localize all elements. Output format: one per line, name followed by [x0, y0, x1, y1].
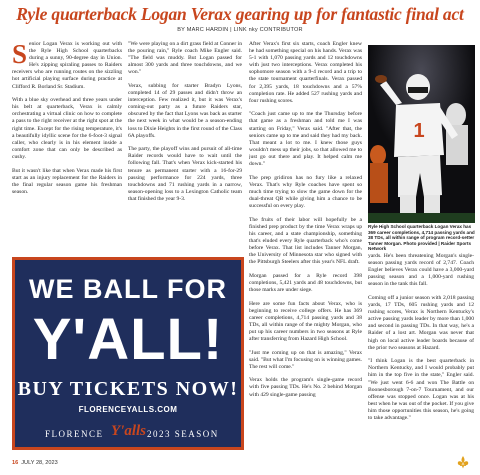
- football-player-image: [368, 45, 475, 223]
- paragraph: Here are some fun facts about Verax, who is beginning to receive college offers. He has 369 career completions, 4,714 passing yards and 38 TDs, all within range of the mighty Morgan, who put up his career numbers in two seasons at Ryle after transferring from Hazard High School.: [249, 300, 362, 342]
- yalls-logo: Y'alls: [111, 423, 147, 439]
- paragraph: With a blue sky overhead and three years under his belt at quarterback, Verax is calmly orchestrating a virtual clinic on how to complete a pass to the right receiver at the right spot at the right time. Except for the rising temperature, it's a beautifully idyllic scene for the 6-foot-3 signal caller, who clearly is in his element inside a comfort zone that can only be described as cushy.: [12, 97, 122, 160]
- paragraph: "Coach just came up to me the Thursday before that game as a freshman and told me I was starting on Friday," Verax said. "After that, the seniors came up to me and said they had my back. That meant a lot to me. I knew those guys wouldn't mess up their jobs, so that allowed me to just go out there and play. It helped calm me down.": [249, 111, 362, 167]
- article-column-4: [368, 253, 474, 453]
- issue-date: JULY 28, 2023: [21, 460, 58, 466]
- fleur-de-lis-icon: [456, 455, 470, 469]
- photo-caption: Ryle High School quarterback Logan Verax has 369 career completions, 4,714 passing yards and 38 TDs, all within range of program record-setter Tanner Morgan. Photo provided | Raider Sports Network: [368, 224, 475, 252]
- paragraph: Coming off a junior season with 2,018 passing yards, 17 TDs, 605 rushing yards and 12 rushing scores, Verax is Northern Kentucky's active passing yards leader by more than 1,000 and second in passing TDs. In that way, he's a Raider of a lost art. Morgan was never that high on local active leader boards because of the prior two seasons at Hazard.: [368, 294, 474, 351]
- quarterback-photo: [368, 45, 475, 223]
- article-headline: Ryle quarterback Logan Verax gearing up for fantastic final act: [16, 4, 464, 24]
- paragraph: Verax, subbing for starter Bradyn Lyons, completed 14 of 29 passes and didn't throw an interception. Few realized it, but it was Verax's coming-out party as a future Raiders star, obscured by the fact that Lyons was back as starter the next week in what would be a season-ending loss to Dixie Heights in the first round of the Class 6A playoffs.: [128, 82, 242, 139]
- ad-headline-line1: WE BALL FOR: [29, 274, 227, 304]
- paragraph: Verax holds the program's single-game record with five passing TDs. He's No. 2 behind Morgan with 429 single-game passing: [249, 377, 362, 398]
- paragraph: Senior Logan Verax is working out with the Ryle High School quarterbacks during a sunny, 90-degree day in Union. He's zipping spiraling passes to Raiders receivers who are running routes on the sizzling hot artificial playing surface during practice at Clifford R. Borland Sr. Stadium.: [12, 41, 122, 90]
- paragraph: The fruits of their labor will hopefully be a finished prep product by the time Verax wraps up his career, and a state championship, something that's eluded every Ryle quarterback who's come before Verax. That list includes Tanner Morgan, the University of Minnesota star who signed with the Pittsburgh Steelers after this year's NFL draft.: [249, 216, 362, 266]
- paragraph: "We were playing on a dirt grass field at Conner in the pouring rain," Ryle coach Mike Engler said. "The field was muddy. But Logan passed for almost 300 yards and three touchdowns, and we won.": [128, 41, 242, 76]
- article-column-1: [12, 41, 122, 255]
- paragraph: But it wasn't like that when Verax made his first start as an injury replacement for the Raiders in the final regular season game his freshman season.: [12, 167, 122, 195]
- paragraph: The prep gridiron has no fury like a relaxed Verax. That's why Ryle coaches have spent so much time trying to slow the game down for the dual-threat QB while giving him a chance to be successful on every play.: [249, 174, 362, 209]
- ad-bottom-bar: [15, 423, 241, 447]
- paragraph: "Just me coming up on that is amazing," Verax said. "But what I'm focusing on is winning games. The rest will come.": [249, 349, 362, 370]
- ad-headline-line2: Y'ALL!: [32, 307, 224, 372]
- paragraph: After Verax's first six starts, coach Engler knew he had something special on his hands. Verax was 5-1 with 1,070 passing yards and 12 touchdowns with just two interceptions. Verax completed his sophomore season with a 9-4 record and a trip to the state tournament quarterfinals. Verax passed for 2,395 yards, 18 touchdowns and a 57% completion rate. He added 527 rushing yards and four rushing scores.: [249, 41, 362, 104]
- ad-website-link[interactable]: FLORENCEYALLS.COM: [78, 405, 178, 414]
- ad-season: 2023 SEASON: [147, 429, 219, 439]
- article-column-2: [128, 41, 242, 255]
- paragraph: Morgan passed for a Ryle record 398 completions, 5,421 yards and 48 touchdowns, but those marks are under siege.: [249, 272, 362, 293]
- paragraph: The party, the playoff wins and pursuit of all-time Raider records would have to wait until the following fall. That's when Verax kick-started his tenure as permanent starter with a 16-for-29 passing performance for 224 yards, three touchdowns and 71 rushing yards in a narrow, season-opening loss to a Lexington Catholic team that finished the year 9-3.: [128, 146, 242, 202]
- page-number: 16: [12, 460, 19, 466]
- article-column-3: [249, 41, 362, 453]
- paragraph: yards. He's been threatening Morgan's single-season passing yards record of 2,747. Coach Engler believes Verax could have a 3,000-yard passing season and a 1,000-yard rushing season in the tank this fall.: [368, 253, 474, 288]
- article-byline: BY MARC HARDIN | LINK nky CONTRIBUTOR: [177, 27, 303, 33]
- buy-tickets-callout[interactable]: BUY TICKETS NOW!: [17, 378, 239, 400]
- drop-cap: S: [12, 41, 28, 69]
- tickets-advertisement[interactable]: [12, 257, 244, 450]
- paragraph: "I think Logan is the best quarterback in Northern Kentucky, and I would probably put him in the top five in the state," Engler said. "We just went 6-6 and won The Battle on Boonesborough 7-on-7 Tournament, and our offense was stopped once. Logan was at his best when he was out of the pocket. If you give him those opportunities this season, he's going to take advantage.": [368, 358, 474, 421]
- svg-text:1: 1: [413, 120, 425, 142]
- ad-city: FLORENCE: [45, 429, 104, 439]
- page-footer: [12, 460, 58, 466]
